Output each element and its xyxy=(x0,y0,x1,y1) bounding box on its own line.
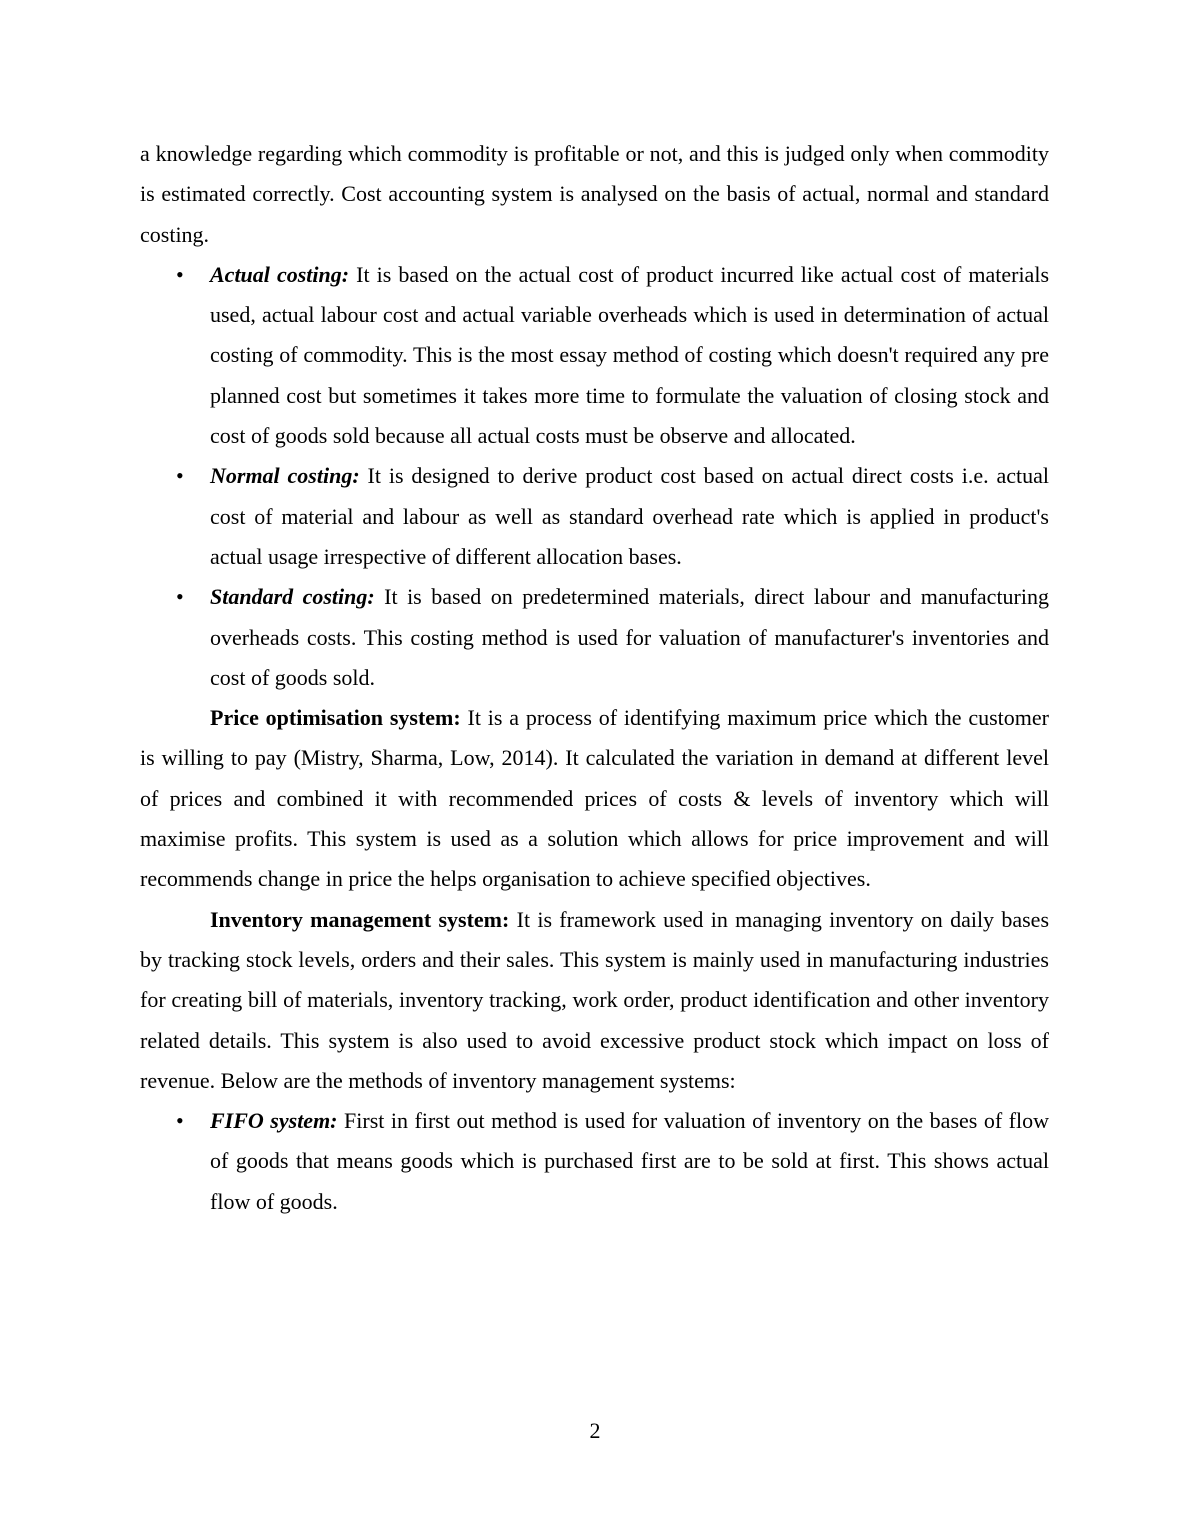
intro-paragraph: a knowledge regarding which commodity is profitable or not, and this is judged only when commodity is estimated correctly. Cost accounting system is analysed on the basis of actual, normal and standard costing. xyxy=(140,141,1049,247)
term-price-optimisation: Price optimisation system: xyxy=(210,705,461,731)
text-standard-costing: It is based on predetermined materials, direct labour and manufacturing overheads costs. This costing method is used for valuation of manufacturer's inventories and cost of goods sold. xyxy=(210,584,1049,690)
list-item-actual-costing xyxy=(176,255,1049,456)
term-actual-costing: Actual costing: xyxy=(210,261,350,287)
list-item-fifo-system xyxy=(176,1101,1050,1222)
bullet-icon: • xyxy=(176,261,184,287)
term-fifo-system: FIFO system: xyxy=(210,1108,338,1134)
page-number: 2 xyxy=(589,1418,601,1443)
term-inventory-management: Inventory management system: xyxy=(210,906,510,932)
term-normal-costing: Normal costing: xyxy=(210,463,360,489)
text-price-optimisation: It is a process of identifying maximum price which the customer is willing to pay (Mistry, Sharma, Low, 2014). It calculated the variation in demand at different level of prices and combined it with recommended prices of costs & levels of inventory which will maximise profits. This system is used as a solution which allows for price improvement and will recommends change in price the helps organisation to achieve specified objectives. xyxy=(140,705,1050,892)
list-item-normal-costing xyxy=(176,456,1050,577)
price-optimisation-paragraph xyxy=(140,698,1049,899)
text-actual-costing: It is based on the actual cost of product incurred like actual cost of materials used, actual labour cost and actual variable overheads which is used in determination of actual costing of commodity. This is the most essay method of costing which doesn't required any pre planned cost but sometimes it takes more time to formulate the valuation of closing stock and cost of goods sold because all actual costs must be observe and allocated. xyxy=(210,261,1049,449)
bullet-icon: • xyxy=(176,584,184,610)
term-standard-costing: Standard costing: xyxy=(210,584,375,610)
inventory-management-paragraph xyxy=(140,900,1049,1101)
text-fifo-system: First in first out method is used for valuation of inventory on the bases of flow of goods that means goods which is purchased first are to be sold at first. This shows actual flow of goods. xyxy=(210,1108,1050,1214)
page-body xyxy=(140,134,1049,1222)
text-normal-costing: It is designed to derive product cost based on actual direct costs i.e. actual cost of material and labour as well as standard overhead rate which is applied in product's actual usage irrespective of different allocation bases. xyxy=(210,463,1050,569)
inventory-methods-list xyxy=(140,1101,1049,1222)
bullet-icon: • xyxy=(176,1108,184,1134)
costing-methods-list xyxy=(140,255,1049,698)
bullet-icon: • xyxy=(176,463,184,489)
list-item-standard-costing xyxy=(176,577,1049,698)
text-inventory-management: It is framework used in managing inventory on daily bases by tracking stock levels, orders and their sales. This system is mainly used in manufacturing industries for creating bill of materials, inventory tracking, work order, product identification and other inventory related details. This system is also used to avoid excessive product stock which impact on loss of revenue. Below are the methods of inventory management systems: xyxy=(140,906,1050,1093)
